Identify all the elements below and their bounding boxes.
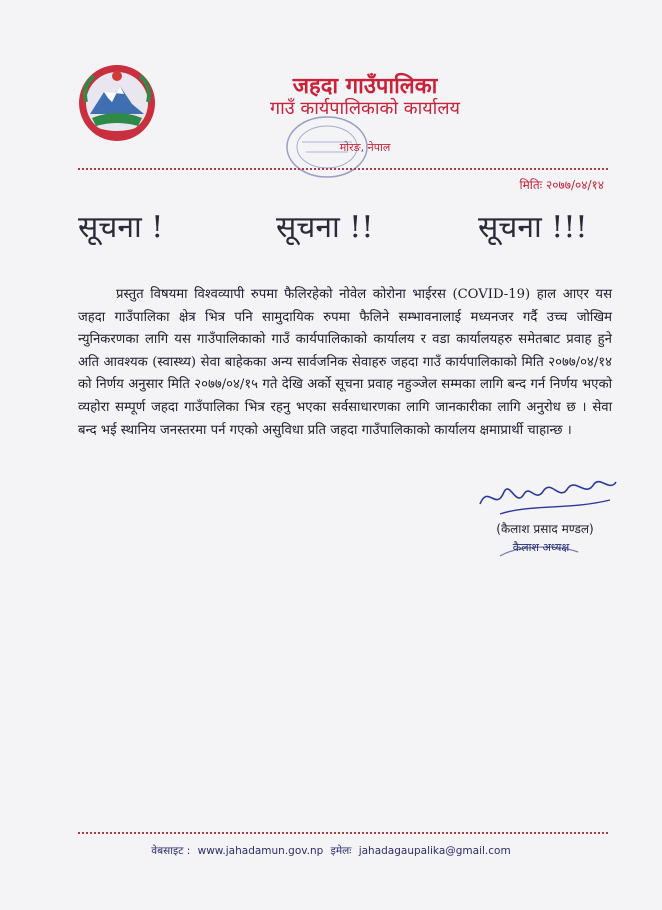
header-divider (78, 168, 608, 170)
notice-heading-2: सूचना !! (276, 210, 374, 245)
notice-body-text: प्रस्तुत विषयमा विश्वव्यापी रुपमा फैलिरहेको नोवेल कोरोना भाईरस (COVID-19) हाल आएर यस जहदा गाउँपालिका क्षेत्र भित्र पनि सामुदायिक रुपमा फैलिने सम्भावनालाई मध्यनजर गर्दै उच्च जोखिम न्युनिकरणका लागि यस गाउँपालिकाको गाउँ कार्यपालिकाको कार्यालय र वडा कार्यालयहरु समेतबाट प्रवाह हुने अति आवश्यक (स्वास्थ्य) सेवा बाहेकका अन्य सार्वजनिक सेवाहरु जहदा गाउँ कार्यपालिकाको मिति २०७७/०४/१४ को निर्णय अनुसार मिति २०७७/०४/१५ गते देखि अर्को सूचना प्रवाह नहुञ्जेल सम्मका लागि बन्द गर्न निर्णय भएको व्यहोरा सम्पूर्ण जहदा गाउँपालिका भित्र रहनु भएका सर्वसाधारणका लागि जानकारीका लागि अनुरोध छ । सेवा बन्द भई स्थानिय जनस्तरमा पर्न गएको असुविधा प्रति जहदा गाउँपालिकाको कार्यालय क्षमाप्रार्थी चाहान्छ । (78, 287, 612, 438)
signer-name: (कैलाश प्रसाद मण्डल) (496, 522, 594, 536)
footer-contact (0, 844, 662, 858)
website-link[interactable]: www.jahadamun.gov.np (197, 845, 324, 857)
office-name: गाउँ कार्यपालिकाको कार्यालय (270, 98, 460, 119)
notice-heading-1: सूचना ! (78, 210, 164, 245)
notice-date: मितिः २०७७/०४/१४ (519, 178, 604, 192)
email-label: इमेलः (330, 845, 352, 857)
signer-title: कैलाश अध्यक्ष (512, 541, 570, 554)
district-line: मोरङ, नेपाल (339, 141, 391, 154)
signature-icon (470, 474, 620, 522)
email-link[interactable]: jahadagaupalika@gmail.com (358, 845, 511, 857)
website-label: वेबसाइट : (151, 845, 191, 857)
office-seal-icon (282, 112, 372, 182)
org-name: जहदा गाउँपालिका (292, 74, 438, 99)
nepal-emblem-icon (76, 62, 158, 144)
footer-divider (78, 832, 608, 834)
notice-heading-3: सूचना !!! (478, 210, 588, 245)
notice-body (78, 284, 612, 442)
